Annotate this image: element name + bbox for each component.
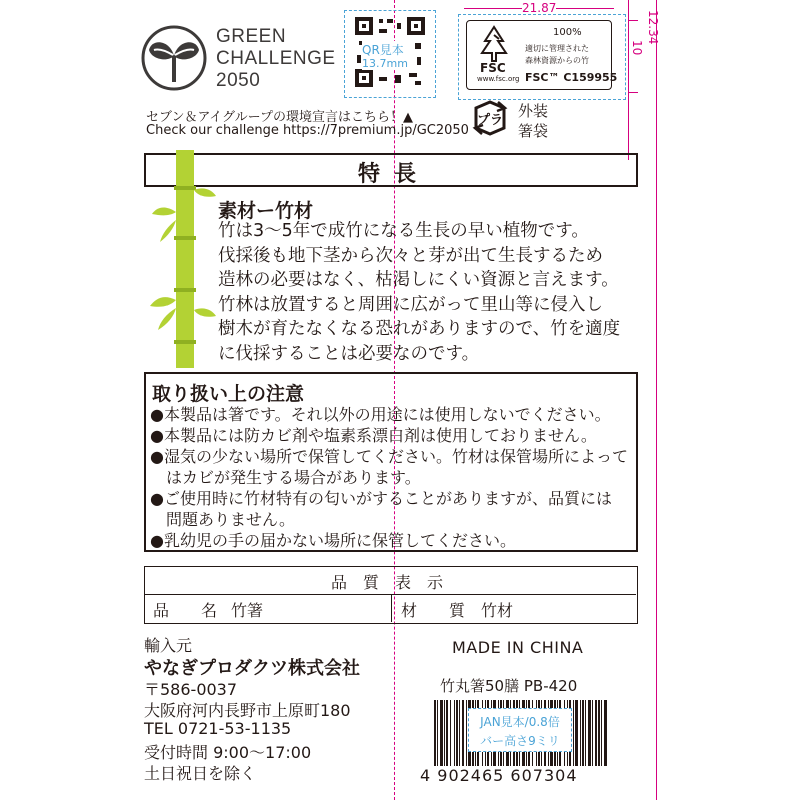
fsc-dimension-height-inner: 10 (630, 40, 644, 56)
barcode-bar (462, 700, 464, 766)
guide-line-top-right (628, 0, 630, 160)
features-line: 竹林は放置すると周囲に広がって里山等に侵入し (218, 294, 603, 315)
caution-line: ●乳幼児の手の届かない場所に保管してください。 (150, 531, 516, 550)
barcode-bar (580, 700, 581, 766)
bamboo-illustration (150, 150, 220, 370)
product-origin: MADE IN CHINA (452, 638, 584, 657)
logo-line1: GREEN (216, 26, 287, 47)
quality-material-label: 材 質 (401, 601, 466, 620)
importer-address: 大阪府河内長野市上原町180 (144, 701, 351, 720)
barcode-digits: 4 902465 607304 (420, 766, 578, 785)
caution-line: ●ご使用時に竹材特有の匂いがすることがありますが、品質には (150, 489, 612, 508)
barcode-note-box (468, 708, 572, 752)
barcode-bar (466, 700, 467, 766)
fsc-dim-tick-top (628, 20, 638, 21)
caution-title: 取り扱い上の注意 (152, 383, 305, 405)
barcode-bar (582, 700, 584, 766)
pla-mark-text: プラ (477, 113, 504, 128)
pla-recycle-mark (468, 98, 512, 138)
barcode-note2: バー高さ9ミリ (480, 734, 560, 748)
fsc-url: www.fsc.org (477, 75, 520, 83)
barcode-bar (444, 700, 445, 766)
fsc-desc2: 森林資源からの竹 (525, 56, 589, 65)
barcode (432, 700, 608, 768)
barcode-bar (601, 700, 602, 766)
fsc-code: FSC™ C159955 (525, 71, 618, 84)
barcode-bar (595, 700, 597, 766)
barcode-bar (450, 700, 451, 766)
barcode-bar (446, 700, 448, 766)
barcode-bar (454, 700, 455, 766)
importer-company: やなぎプロダクツ株式会社 (144, 658, 360, 679)
importer-closed: 土日祝日を除く (144, 764, 257, 783)
barcode-bar (604, 700, 607, 766)
importer-label: 輸入元 (144, 636, 193, 655)
barcode-bar (585, 700, 586, 766)
quality-title: 品 質 表 示 (331, 573, 444, 592)
barcode-bar (592, 700, 593, 766)
logo-line3: 2050 (216, 70, 261, 91)
importer-hours: 受付時間 9:00〜17:00 (144, 743, 312, 762)
logo-line2: CHALLENGE (216, 48, 336, 69)
features-title: 特長 (358, 162, 431, 187)
quality-material-value: 竹材 (481, 601, 514, 620)
caution-box (144, 372, 638, 552)
barcode-bar (598, 700, 600, 766)
fsc-brand: FSC (480, 61, 506, 75)
product-name: 竹丸箸50膳 PB-420 (440, 677, 578, 695)
challenge-line2: Check our challenge https://7premium.jp/GC2050 (146, 123, 469, 138)
features-body (218, 219, 648, 366)
barcode-bar (437, 700, 438, 766)
fsc-percent: 100% (553, 27, 582, 38)
caution-line: ●湿気の少ない場所で保管してください。竹材は保管場所によって (150, 447, 628, 466)
guide-line-right (656, 0, 657, 800)
fsc-dim-tick-bottom (628, 92, 638, 93)
sprout-icon (140, 24, 208, 92)
fsc-dimension-height-outer: 12.34 (646, 10, 660, 45)
barcode-bar (440, 700, 443, 766)
quality-name-value: 竹箸 (231, 601, 264, 620)
barcode-bar (434, 700, 436, 766)
barcode-bar (459, 700, 460, 766)
fsc-label-box (466, 20, 618, 90)
recycle-label1: 外装 (518, 102, 549, 120)
features-line: 竹は3〜5年で成竹になる生長の早い植物です。 (218, 221, 589, 241)
features-line: 伐採後も地下茎から次々と芽が出て生長するため (218, 245, 603, 266)
qr-sample-box (344, 10, 436, 98)
quality-table (144, 566, 638, 624)
barcode-bar (456, 700, 458, 766)
fsc-desc1: 適切に管理された (525, 44, 589, 53)
caution-line: ●本製品には防カビ剤や塩素系漂白剤は使用しておりません。 (150, 426, 597, 445)
recycle-label2: 箸袋 (518, 122, 549, 140)
fsc-tree-icon (477, 25, 511, 63)
caution-line: はカビが発生する場合があります。 (150, 468, 421, 487)
importer-postal: 〒586-0037 (144, 680, 238, 699)
features-line: 造林の必要はなく、枯渇しにくい資源と言えます。 (218, 270, 619, 290)
features-subtitle: 素材ー竹材 (218, 200, 314, 222)
caution-line: 問題ありません。 (150, 510, 295, 529)
challenge-line1: セブン＆アイグループの環境宣言はこちら！▲ (146, 110, 414, 125)
caution-body (150, 404, 628, 551)
barcode-bar (588, 700, 591, 766)
barcode-bar (573, 700, 574, 766)
green-challenge-logo (140, 24, 350, 92)
caution-line: ●本製品は箸です。それ以外の用途には使用しないでください。 (150, 405, 611, 424)
quality-name-label: 品 名 (153, 601, 218, 620)
importer-tel: TEL 0721-53-1135 (144, 719, 292, 738)
features-line: に伐採することは必要なのです。 (218, 343, 480, 364)
features-line: 樹木が育たなくなる恐れがありますので、竹を適度 (218, 319, 621, 339)
qr-label2: 13.7mm (362, 57, 408, 70)
barcode-bar (575, 700, 578, 766)
barcode-note1: JAN見本/0.8倍 (480, 715, 560, 729)
fsc-dimension-width: 21.87 (522, 1, 557, 15)
quality-col-divider (391, 594, 392, 622)
qr-label1: QR見本 (362, 43, 404, 57)
